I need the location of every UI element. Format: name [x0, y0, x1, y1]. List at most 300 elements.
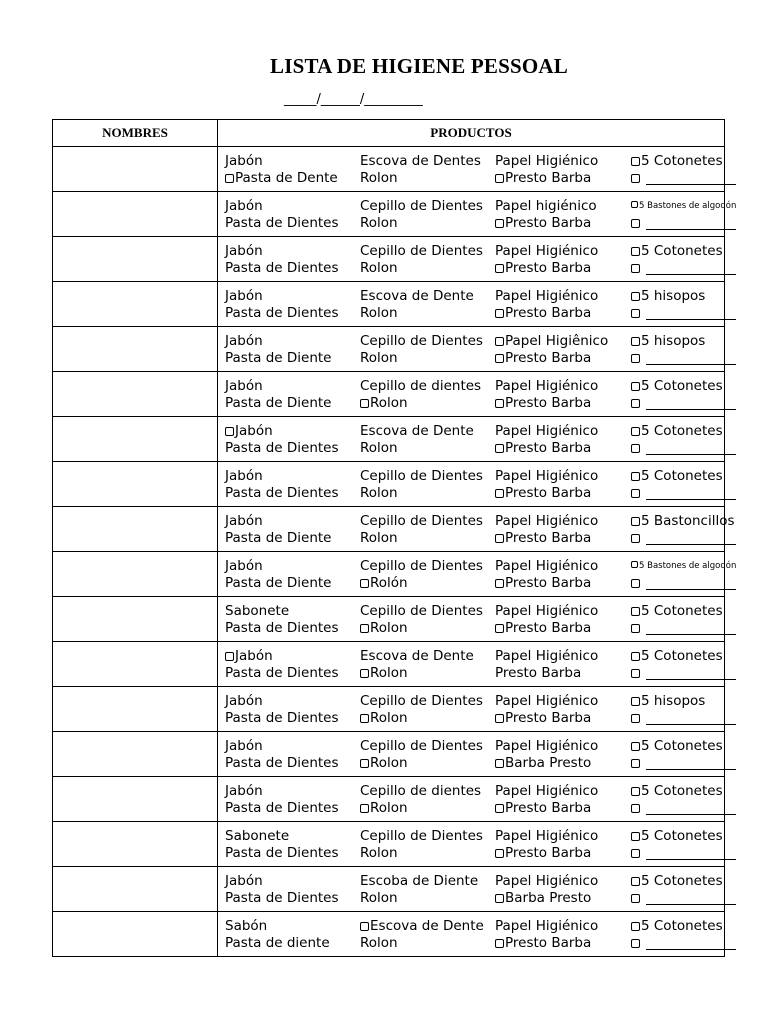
hygiene-table	[52, 119, 737, 957]
product-item	[631, 423, 755, 440]
checkbox-icon[interactable]	[495, 219, 504, 228]
checkbox-icon[interactable]	[631, 517, 640, 526]
name-cell[interactable]	[53, 237, 218, 282]
blank-line[interactable]	[646, 217, 736, 230]
checkbox-icon[interactable]	[631, 849, 640, 858]
blank-line[interactable]	[646, 487, 736, 500]
products-cell	[218, 822, 725, 867]
product-label: Presto Barba	[505, 530, 592, 546]
product-item	[360, 693, 495, 710]
checkbox-icon[interactable]	[631, 607, 640, 616]
product-item	[631, 783, 755, 800]
name-cell[interactable]	[53, 642, 218, 687]
checkbox-icon[interactable]	[495, 444, 504, 453]
product-item	[631, 395, 755, 412]
product-label: Papel Higiénico	[495, 513, 599, 529]
checkbox-icon[interactable]	[631, 382, 640, 391]
checkbox-icon[interactable]	[631, 309, 640, 318]
product-item	[360, 738, 495, 755]
product-label: Presto Barba	[505, 935, 592, 951]
checkbox-icon[interactable]	[631, 669, 640, 678]
checkbox-icon[interactable]	[495, 309, 504, 318]
checkbox-icon[interactable]	[631, 579, 640, 588]
checkbox-icon[interactable]	[495, 804, 504, 813]
product-item	[495, 243, 631, 260]
table-row	[53, 597, 725, 642]
product-item	[225, 530, 360, 547]
product-grid	[225, 423, 755, 459]
checkbox-icon[interactable]	[495, 714, 504, 723]
product-label: 5 Cotonetes	[641, 423, 723, 439]
product-item	[360, 755, 495, 772]
blank-line[interactable]	[646, 307, 736, 320]
checkbox-icon[interactable]	[631, 264, 640, 273]
product-item	[495, 918, 631, 935]
name-cell[interactable]	[53, 417, 218, 462]
product-item	[631, 378, 755, 395]
product-item	[631, 828, 755, 845]
blank-line[interactable]	[646, 847, 736, 860]
product-label: 5 Cotonetes	[641, 648, 723, 664]
product-item	[360, 918, 495, 935]
product-item	[631, 665, 755, 682]
product-label: Rolon	[370, 710, 408, 726]
product-item	[631, 305, 755, 322]
checkbox-icon[interactable]	[360, 922, 369, 931]
product-item	[225, 485, 360, 502]
checkbox-icon[interactable]	[631, 652, 640, 661]
checkbox-icon[interactable]	[631, 354, 640, 363]
checkbox-icon[interactable]	[360, 714, 369, 723]
product-label: Pasta de Diente	[225, 350, 332, 366]
product-item	[360, 198, 495, 215]
product-item	[495, 755, 631, 772]
product-item	[631, 170, 755, 187]
product-grid	[225, 918, 755, 954]
table-row	[53, 912, 725, 957]
checkbox-icon[interactable]	[360, 669, 369, 678]
product-label: Sabonete	[225, 603, 290, 619]
product-item	[631, 620, 755, 637]
checkbox-icon[interactable]	[631, 472, 640, 481]
product-label: 5 Cotonetes	[641, 783, 723, 799]
product-item	[631, 485, 755, 502]
product-label: Rolon	[360, 305, 398, 321]
product-item	[631, 350, 755, 367]
product-item	[360, 170, 495, 187]
product-label: Pasta de Dientes	[225, 800, 339, 816]
product-label: Pasta de Dientes	[225, 665, 339, 681]
checkbox-icon[interactable]	[631, 804, 640, 813]
product-item	[225, 395, 360, 412]
checkbox-icon[interactable]	[631, 399, 640, 408]
checkbox-icon[interactable]	[495, 264, 504, 273]
name-cell[interactable]	[53, 597, 218, 642]
checkbox-icon[interactable]	[631, 894, 640, 903]
product-item	[225, 198, 360, 215]
checkbox-icon[interactable]	[495, 489, 504, 498]
product-label: Escova de Dentes	[360, 153, 481, 169]
product-item	[360, 215, 495, 232]
product-label: 5 Cotonetes	[641, 603, 723, 619]
table-row	[53, 552, 725, 597]
checkbox-icon[interactable]	[631, 787, 640, 796]
product-label: 5 Cotonetes	[641, 243, 723, 259]
checkbox-icon[interactable]	[631, 561, 638, 568]
product-grid	[225, 513, 755, 549]
checkbox-icon[interactable]	[360, 804, 369, 813]
product-label: Pasta de Dientes	[225, 710, 339, 726]
blank-line[interactable]	[646, 802, 736, 815]
checkbox-icon[interactable]	[631, 427, 640, 436]
page-title: LISTA DE HIGIENE PESSOAL	[270, 54, 568, 78]
blank-line[interactable]	[646, 352, 736, 365]
checkbox-icon[interactable]	[631, 624, 640, 633]
checkbox-icon[interactable]	[631, 489, 640, 498]
product-item	[495, 288, 631, 305]
blank-line[interactable]	[646, 712, 736, 725]
product-label: Rolon	[360, 215, 398, 231]
checkbox-icon[interactable]	[225, 427, 234, 436]
name-cell[interactable]	[53, 462, 218, 507]
product-label: Cepillo de dientes	[360, 783, 482, 799]
product-item	[495, 710, 631, 727]
products-cell	[218, 147, 725, 192]
product-item	[495, 423, 631, 440]
name-cell[interactable]	[53, 507, 218, 552]
product-item	[360, 558, 495, 575]
product-item	[225, 575, 360, 592]
product-label: Presto Barba	[505, 350, 592, 366]
product-label: Papel Higiénico	[495, 153, 599, 169]
checkbox-icon[interactable]	[631, 877, 640, 886]
product-item	[495, 558, 631, 575]
checkbox-icon[interactable]	[360, 579, 369, 588]
checkbox-icon[interactable]	[495, 534, 504, 543]
product-label: Papel Higiénico	[495, 693, 599, 709]
product-label: 5 Cotonetes	[641, 468, 723, 484]
product-label: Papel Higiénico	[495, 243, 599, 259]
product-item	[225, 288, 360, 305]
products-cell	[218, 777, 725, 822]
product-item	[360, 153, 495, 170]
checkbox-icon[interactable]	[631, 742, 640, 751]
product-label: Jabón	[225, 288, 263, 304]
products-cell	[218, 372, 725, 417]
table-row	[53, 462, 725, 507]
checkbox-icon[interactable]	[631, 201, 638, 208]
product-item	[360, 513, 495, 530]
product-item	[495, 513, 631, 530]
products-cell	[218, 327, 725, 372]
checkbox-icon[interactable]	[631, 174, 640, 183]
product-label: Presto Barba	[505, 845, 592, 861]
product-label: Cepillo de dientes	[360, 378, 482, 394]
product-label: Cepillo de Dientes	[360, 603, 483, 619]
product-label: Escova de Dente	[360, 288, 474, 304]
product-item	[495, 260, 631, 277]
checkbox-icon[interactable]	[631, 922, 640, 931]
product-label: Presto Barba	[505, 305, 592, 321]
product-label: Cepillo de Dientes	[360, 558, 483, 574]
checkbox-icon[interactable]	[360, 624, 369, 633]
product-grid	[225, 603, 755, 639]
product-item	[225, 890, 360, 907]
product-item	[225, 873, 360, 890]
checkbox-icon[interactable]	[631, 157, 640, 166]
products-cell	[218, 732, 725, 777]
name-cell[interactable]	[53, 282, 218, 327]
product-item	[360, 800, 495, 817]
product-item	[631, 575, 755, 592]
product-item	[495, 828, 631, 845]
checkbox-icon[interactable]	[495, 759, 504, 768]
product-item	[631, 530, 755, 547]
checkbox-icon[interactable]	[631, 337, 640, 346]
product-label: Rolon	[370, 800, 408, 816]
product-item	[631, 755, 755, 772]
checkbox-icon[interactable]	[631, 759, 640, 768]
blank-line[interactable]	[646, 172, 736, 185]
date-field: _____/______/_________	[284, 92, 423, 107]
product-label: Pasta de Dientes	[225, 440, 339, 456]
product-item	[225, 665, 360, 682]
name-cell[interactable]	[53, 867, 218, 912]
product-item	[360, 260, 495, 277]
name-cell[interactable]	[53, 687, 218, 732]
product-item	[225, 333, 360, 350]
checkbox-icon[interactable]	[631, 292, 640, 301]
product-grid	[225, 198, 755, 234]
blank-line[interactable]	[646, 577, 736, 590]
product-item	[360, 873, 495, 890]
checkbox-icon[interactable]	[495, 579, 504, 588]
product-label: Jabón	[225, 333, 263, 349]
blank-line[interactable]	[646, 397, 736, 410]
checkbox-icon[interactable]	[495, 894, 504, 903]
product-label: Papel Higiénico	[495, 468, 599, 484]
name-cell[interactable]	[53, 552, 218, 597]
product-label: Escova de Dente	[360, 648, 474, 664]
product-item	[631, 153, 755, 170]
product-item	[495, 153, 631, 170]
checkbox-icon[interactable]	[360, 759, 369, 768]
product-item	[360, 783, 495, 800]
product-label: Sabonete	[225, 828, 290, 844]
product-item	[360, 530, 495, 547]
blank-line[interactable]	[646, 442, 736, 455]
product-label: Rolon	[360, 350, 398, 366]
product-label: Pasta de Dientes	[225, 620, 339, 636]
checkbox-icon[interactable]	[631, 714, 640, 723]
product-item	[360, 935, 495, 952]
product-item	[225, 783, 360, 800]
product-item	[631, 935, 755, 952]
product-item	[360, 333, 495, 350]
checkbox-icon[interactable]	[631, 219, 640, 228]
table-row	[53, 822, 725, 867]
product-label: 5 Cotonetes	[641, 918, 723, 934]
product-item	[495, 648, 631, 665]
name-cell[interactable]	[53, 327, 218, 372]
product-grid	[225, 243, 755, 279]
checkbox-icon[interactable]	[631, 534, 640, 543]
product-item	[495, 603, 631, 620]
product-label: Pasta de Diente	[225, 575, 332, 591]
product-item	[225, 558, 360, 575]
product-item	[495, 530, 631, 547]
product-item	[631, 710, 755, 727]
product-label: Jabón	[235, 648, 273, 664]
product-label: Presto Barba	[505, 485, 592, 501]
checkbox-icon[interactable]	[631, 697, 640, 706]
product-label: Pasta de Diente	[225, 395, 332, 411]
product-item	[495, 800, 631, 817]
product-label: Jabón	[225, 693, 263, 709]
product-item	[225, 738, 360, 755]
product-item	[495, 665, 631, 682]
table-row	[53, 147, 725, 192]
product-item	[631, 243, 755, 260]
checkbox-icon[interactable]	[631, 444, 640, 453]
product-item	[495, 305, 631, 322]
product-label: Cepillo de Dientes	[360, 243, 483, 259]
product-item	[495, 845, 631, 862]
product-label: Rolon	[360, 170, 398, 186]
product-item	[360, 305, 495, 322]
checkbox-icon[interactable]	[495, 174, 504, 183]
blank-line[interactable]	[646, 532, 736, 545]
product-label: Rolon	[360, 440, 398, 456]
product-item	[360, 648, 495, 665]
product-item	[631, 693, 755, 710]
product-label: Cepillo de Dientes	[360, 738, 483, 754]
checkbox-icon[interactable]	[631, 939, 640, 948]
checkbox-icon[interactable]	[360, 399, 369, 408]
blank-line[interactable]	[646, 892, 736, 905]
products-cell	[218, 687, 725, 732]
table-row	[53, 867, 725, 912]
product-label: 5 Bastones de algodón	[639, 561, 737, 571]
product-item	[631, 260, 755, 277]
product-item	[631, 648, 755, 665]
name-cell[interactable]	[53, 777, 218, 822]
name-cell[interactable]	[53, 372, 218, 417]
product-label: Escoba de Diente	[360, 873, 479, 889]
name-cell[interactable]	[53, 732, 218, 777]
product-item	[225, 153, 360, 170]
product-item	[631, 513, 755, 530]
product-label: Presto Barba	[505, 260, 592, 276]
table-row	[53, 417, 725, 462]
blank-line[interactable]	[646, 757, 736, 770]
product-item	[495, 485, 631, 502]
product-label: Jabón	[225, 513, 263, 529]
product-label: 5 Cotonetes	[641, 378, 723, 394]
product-label: Papel Higiênico	[505, 333, 609, 349]
product-item	[360, 288, 495, 305]
product-item	[225, 243, 360, 260]
checkbox-icon[interactable]	[495, 399, 504, 408]
product-label: Papel Higiénico	[495, 783, 599, 799]
blank-line[interactable]	[646, 622, 736, 635]
product-label: Pasta de Dente	[235, 170, 338, 186]
product-grid	[225, 558, 755, 594]
product-grid	[225, 288, 755, 324]
product-label: Presto Barba	[505, 620, 592, 636]
header-row	[53, 120, 725, 147]
product-label: Escova de Dente	[370, 918, 484, 934]
checkbox-icon[interactable]	[495, 849, 504, 858]
product-grid	[225, 648, 755, 684]
product-label: Jabón	[225, 738, 263, 754]
header-products: PRODUCTOS	[218, 120, 725, 147]
checkbox-icon[interactable]	[631, 247, 640, 256]
checkbox-icon[interactable]	[495, 337, 504, 346]
products-cell	[218, 642, 725, 687]
products-cell	[218, 417, 725, 462]
product-item	[225, 603, 360, 620]
checkbox-icon[interactable]	[631, 832, 640, 841]
name-cell[interactable]	[53, 822, 218, 867]
checkbox-icon[interactable]	[495, 354, 504, 363]
product-item	[225, 710, 360, 727]
product-label: Jabón	[235, 423, 273, 439]
product-label: Papel Higiénico	[495, 378, 599, 394]
products-cell	[218, 192, 737, 237]
product-label: Papel Higiénico	[495, 828, 599, 844]
blank-line[interactable]	[646, 937, 736, 950]
checkbox-icon[interactable]	[495, 939, 504, 948]
product-label: Pasta de diente	[225, 935, 330, 951]
product-label: Pasta de Diente	[225, 530, 332, 546]
checkbox-icon[interactable]	[225, 174, 234, 183]
name-cell[interactable]	[53, 912, 218, 957]
product-label: Jabón	[225, 783, 263, 799]
product-item	[495, 620, 631, 637]
product-grid	[225, 738, 755, 774]
product-item	[225, 620, 360, 637]
product-item	[631, 800, 755, 817]
product-label: Cepillo de Dientes	[360, 198, 483, 214]
product-label: Cepillo de Dientes	[360, 693, 483, 709]
product-item	[631, 603, 755, 620]
product-item	[495, 440, 631, 457]
product-label: Jabón	[225, 153, 263, 169]
product-item	[360, 603, 495, 620]
product-item	[495, 198, 631, 215]
blank-line[interactable]	[646, 262, 736, 275]
product-label: Papel Higiénico	[495, 603, 599, 619]
product-label: 5 Cotonetes	[641, 738, 723, 754]
table-row	[53, 237, 725, 282]
product-item	[360, 350, 495, 367]
blank-line[interactable]	[646, 667, 736, 680]
product-item	[360, 243, 495, 260]
product-item	[360, 395, 495, 412]
product-item	[360, 575, 495, 592]
product-item	[360, 620, 495, 637]
product-label: Pasta de Dientes	[225, 260, 339, 276]
checkbox-icon[interactable]	[225, 652, 234, 661]
product-item	[495, 693, 631, 710]
product-label: Papel Higiénico	[495, 873, 599, 889]
name-cell[interactable]	[53, 192, 218, 237]
name-cell[interactable]	[53, 147, 218, 192]
product-item	[360, 468, 495, 485]
product-label: Cepillo de Dientes	[360, 333, 483, 349]
checkbox-icon[interactable]	[495, 624, 504, 633]
